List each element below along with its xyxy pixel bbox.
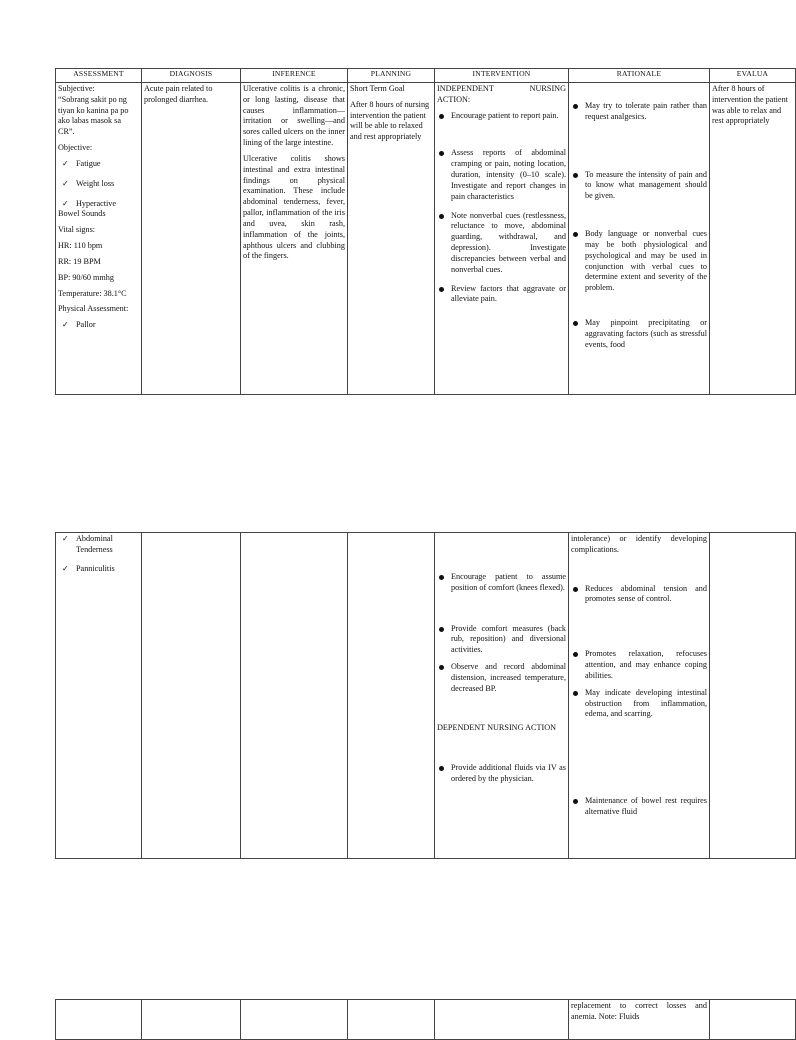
rationale-item: Promotes relaxation, refocuses attention, and may enhance coping abilities. <box>571 649 707 681</box>
assessment-cell-cont2 <box>56 1000 142 1040</box>
rationale-item: May indicate developing intestinal obstruction from inflammation, edema, and scarring. <box>571 688 707 720</box>
header-diagnosis: DIAGNOSIS <box>142 69 241 83</box>
respiratory-rate: RR: 19 BPM <box>58 256 101 266</box>
objective-item: ✓ Fatigue <box>58 159 139 170</box>
assessment-cont-item: ✓ Abdominal Tenderness <box>58 534 139 556</box>
assessment-cont-list <box>58 534 139 574</box>
planning-text: After 8 hours of nursing intervention the patient will be able to relaxed and rest appropriately <box>350 99 430 142</box>
care-plan-table-page1 <box>55 68 796 395</box>
rationale-item: Maintenance of bowel rest requires alternative fluid <box>571 796 707 818</box>
inference-para-1: Ulcerative colitis is a chronic, or long lasting, disease that causes inflammation—irritation or swelling—and sores called ulcers on the inner lining of the large intestine. <box>243 84 345 148</box>
dependent-list <box>437 763 566 785</box>
intervention-item: Encourage patient to report pain. <box>437 111 566 122</box>
temperature: Temperature: 38.1°C <box>58 288 127 298</box>
header-rationale: RATIONALE <box>569 69 710 83</box>
rationale-cell <box>569 83 710 395</box>
intervention-list <box>437 111 566 306</box>
assessment-cell-cont <box>56 533 142 859</box>
inference-cell-cont <box>241 533 348 859</box>
rationale-item: Body language or nonverbal cues may be both physiological and psychological and may be used in conjunction with verbal cues to determine extent and severity of the problem. <box>571 229 707 294</box>
diagnosis-cell-cont <box>142 533 241 859</box>
intervention-cell-cont2 <box>435 1000 569 1040</box>
intervention-cell <box>435 83 569 395</box>
dependent-item: Provide additional fluids via IV as ordered by the physician. <box>437 763 566 785</box>
evaluation-cell-cont <box>710 533 796 859</box>
intervention-item: Assess reports of abdominal cramping or pain, noting location, duration, intensity (0–10 scale). Investigate and report changes in pain characteristics <box>437 148 566 202</box>
evaluation-text: After 8 hours of intervention the patient was able to relax and rest appropriately <box>712 84 788 126</box>
inference-cell <box>241 83 348 395</box>
inference-cell-cont2 <box>241 1000 348 1040</box>
subjective-quote: “Sobrang sakit po ng tiyan ko kanina pa po ako labas masok sa CR”. <box>58 94 129 137</box>
rationale-cont-list <box>571 556 707 818</box>
diagnosis-cell <box>142 83 241 395</box>
rationale-item: Reduces abdominal tension and promotes sense of control. <box>571 584 707 606</box>
intervention-item: Review factors that aggravate or alleviate pain. <box>437 284 566 306</box>
rationale-item: To measure the intensity of pain and to know what management should be given. <box>571 170 707 202</box>
planning-cell-cont2 <box>348 1000 435 1040</box>
evaluation-cell <box>710 83 796 395</box>
evaluation-cell-cont2 <box>710 1000 796 1040</box>
objective-label: Objective: <box>58 143 93 153</box>
planning-cell-cont <box>348 533 435 859</box>
heart-rate: HR: 110 bpm <box>58 241 103 251</box>
header-inference: INFERENCE <box>241 69 348 83</box>
care-plan-table-page3 <box>55 999 796 1040</box>
objective-list <box>58 159 139 209</box>
intervention-heading: INDEPENDENT NURSING ACTION: <box>437 84 566 104</box>
planning-title: Short Term Goal <box>350 84 405 93</box>
objective-item: ✓ Weight loss <box>58 179 139 190</box>
rationale-cell-cont <box>569 533 710 859</box>
rationale-item: May try to tolerate pain rather than request analgesics. <box>571 101 707 123</box>
inference-para-2: Ulcerative colitis shows intestinal and extra intestinal findings on physical examination. These include abdominal tenderness, fever, pallor, inflammation of the iris and uvea, skin rash, inflammation of the joints, aphthous ulcers and clubbing of the fingers. <box>243 153 345 261</box>
diagnosis-text: Acute pain related to prolonged diarrhea. <box>144 84 213 104</box>
care-plan-table-page2 <box>55 532 796 859</box>
blood-pressure: BP: 90/60 mmhg <box>58 272 114 282</box>
assessment-cell <box>56 83 142 395</box>
rationale-continuation: intolerance) or identify developing complications. <box>571 534 707 554</box>
intervention-item: Provide comfort measures (back rub, reposition) and diversional activities. <box>437 624 566 656</box>
header-intervention: INTERVENTION <box>435 69 569 83</box>
intervention-item: Encourage patient to assume position of comfort (knees flexed). <box>437 572 566 594</box>
physical-item: ✓ Pallor <box>58 320 139 331</box>
header-planning: PLANNING <box>348 69 435 83</box>
intervention-item: Note nonverbal cues (restlessness, reluctance to move, abdominal guarding, withdrawal, and depression). Investigate discrepancies between verbal and nonverbal cues. <box>437 211 566 276</box>
rationale-cell-cont2 <box>569 1000 710 1040</box>
diagnosis-cell-cont2 <box>142 1000 241 1040</box>
header-assessment: ASSESSMENT <box>56 69 142 83</box>
rationale-continuation-2: replacement to correct losses and anemia. Note: Fluids <box>571 1001 707 1021</box>
intervention-item: Observe and record abdominal distension, increased temperature, decreased BP. <box>437 662 566 694</box>
header-evaluation: EVALUA <box>710 69 796 83</box>
planning-cell <box>348 83 435 395</box>
physical-list <box>58 320 139 331</box>
objective-item: ✓ Hyperactive <box>58 199 139 210</box>
assessment-cont-item: ✓ Panniculitis <box>58 564 139 575</box>
intervention-cell-cont <box>435 533 569 859</box>
bowel-sounds-text: Bowel Sounds <box>58 209 106 219</box>
vital-signs-label: Vital signs: <box>58 225 96 235</box>
physical-assessment-label: Physical Assessment: <box>58 304 129 314</box>
intervention-cont-list <box>437 534 566 695</box>
rationale-list <box>571 84 707 351</box>
subjective-label: Subjective: <box>58 84 95 93</box>
rationale-item: May pinpoint precipitating or aggravating factors (such as stressful events, food <box>571 318 707 350</box>
dependent-heading: DEPENDENT NURSING ACTION <box>437 722 557 732</box>
